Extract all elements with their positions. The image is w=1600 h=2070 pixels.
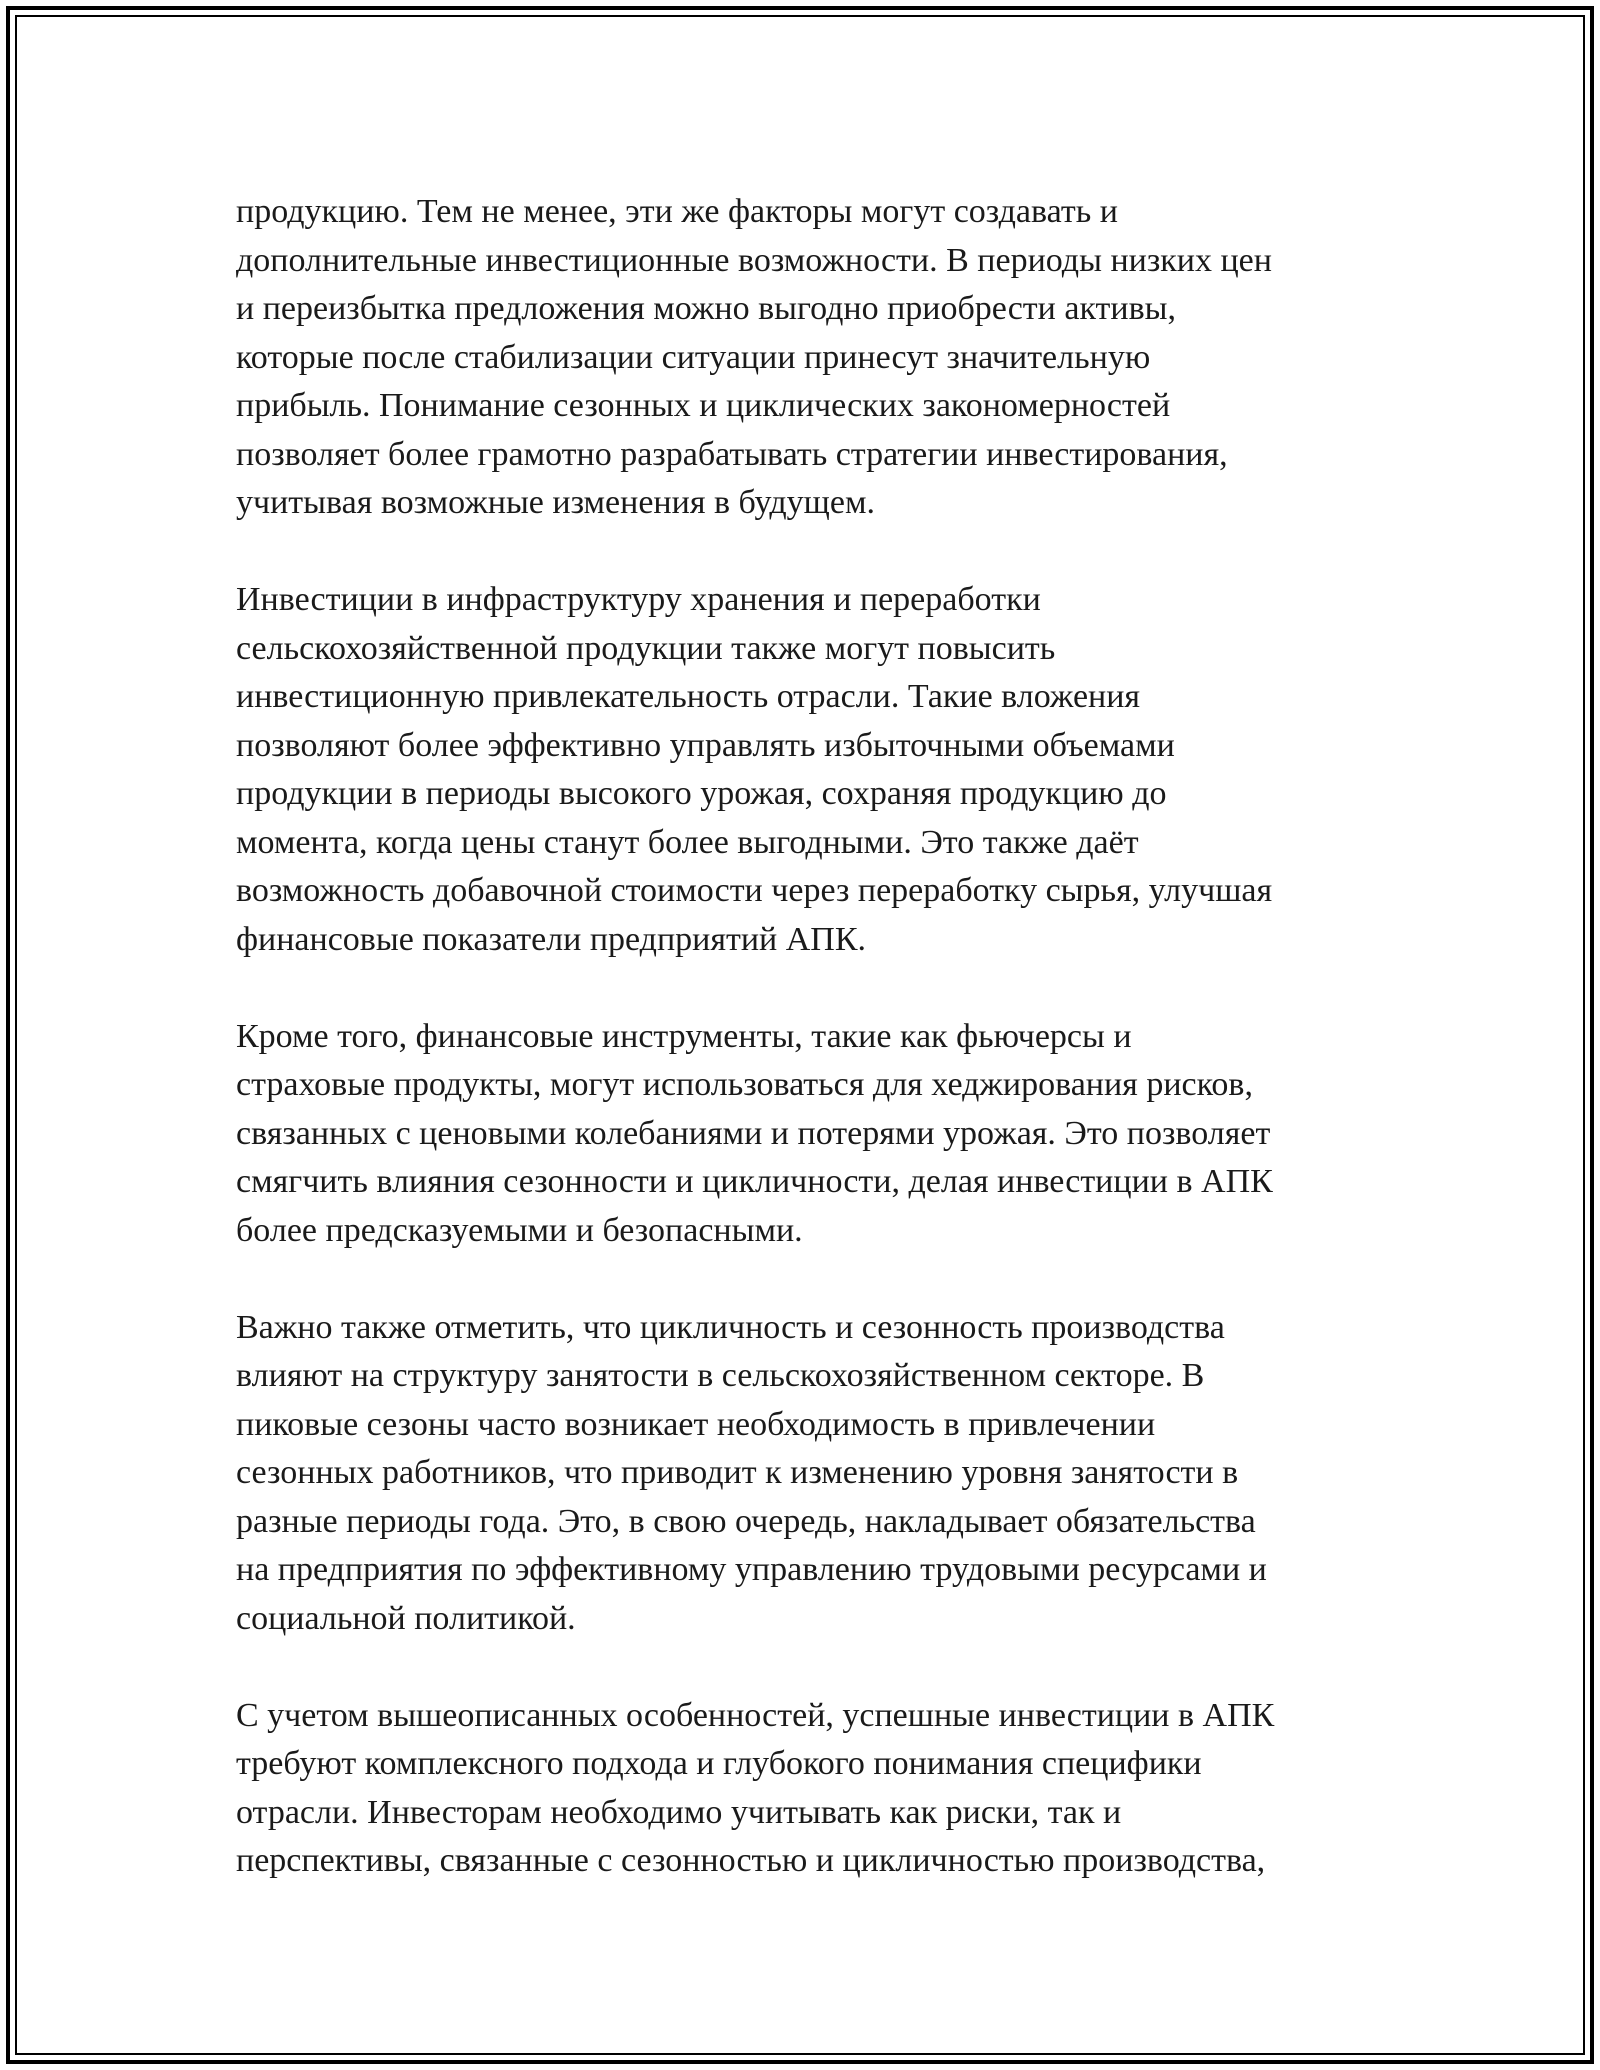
text-line: возможность добавочной стоимости через переработку сырья, улучшая xyxy=(236,872,1273,909)
text-line: смягчить влияния сезонности и цикличности, делая инвестиции в АПК xyxy=(236,1163,1273,1200)
text-line: момента, когда цены станут более выгодными. Это также даёт xyxy=(236,823,1139,861)
text-line: разные периоды года. Это, в свою очередь, накладывает обязательства xyxy=(236,1502,1256,1540)
text-line: дополнительные инвестиционные возможности. В периоды низких цен xyxy=(236,241,1272,279)
text-line: сельскохозяйственной продукции также могут повысить xyxy=(236,629,1056,667)
paragraph-spacer xyxy=(236,964,1376,1013)
text-line: прибыль. Понимание сезонных и циклических закономерностей xyxy=(236,387,1171,424)
paragraph-spacer xyxy=(236,1643,1376,1692)
paragraph-spacer xyxy=(236,1255,1376,1304)
text-line: сезонных работников, что приводит к изменению уровня занятости в xyxy=(236,1454,1239,1491)
text-line: инвестиционную привлекательность отрасли. Такие вложения xyxy=(236,678,1141,715)
text-line: продукции в периоды высокого урожая, сохраняя продукцию до xyxy=(236,775,1167,812)
text-line: влияют на структуру занятости в сельскохозяйственном секторе. В xyxy=(236,1357,1205,1394)
text-line: требуют комплексного подхода и глубокого понимания специфики xyxy=(236,1745,1202,1782)
text-line: позволяет более грамотно разрабатывать стратегии инвестирования, xyxy=(236,435,1228,473)
text-line: Кроме того, финансовые инструменты, такие как фьючерсы и xyxy=(236,1017,1132,1055)
text-line: С учетом вышеописанных особенностей, успешные инвестиции в АПК xyxy=(236,1696,1275,1734)
paragraph-spacer xyxy=(236,528,1376,577)
text-line: более предсказуемыми и безопасными. xyxy=(236,1211,803,1249)
text-line: связанных с ценовыми колебаниями и потерями урожая. Это позволяет xyxy=(236,1114,1271,1152)
text-line: социальной политикой. xyxy=(236,1599,576,1637)
text-line: перспективы, связанные с сезонностью и цикличностью производства, xyxy=(236,1842,1266,1879)
text-line: Важно также отметить, что цикличность и сезонность производства xyxy=(236,1308,1225,1346)
text-line: Инвестиции в инфраструктуру хранения и переработки xyxy=(236,581,1041,618)
text-line: пиковые сезоны часто возникает необходимость в привлечении xyxy=(236,1405,1156,1443)
paragraph-2 xyxy=(236,576,1376,964)
text-line: которые после стабилизации ситуации принесут значительную xyxy=(236,338,1151,376)
text-line: позволяют более эффективно управлять избыточными объемами xyxy=(236,726,1175,764)
paragraph-3 xyxy=(236,1013,1376,1256)
paragraph-4 xyxy=(236,1304,1376,1644)
text-line: отрасли. Инвесторам необходимо учитывать как риски, так и xyxy=(236,1793,1122,1831)
text-line: финансовые показатели предприятий АПК. xyxy=(236,920,867,958)
paragraph-1 xyxy=(236,188,1376,528)
text-line: продукцию. Тем не менее, эти же факторы могут создавать и xyxy=(236,193,1118,230)
text-line: на предприятия по эффективному управлению трудовыми ресурсами и xyxy=(236,1551,1267,1588)
paragraph-5 xyxy=(236,1692,1376,1886)
text-line: страховые продукты, могут использоваться для хеджирования рисков, xyxy=(236,1066,1253,1103)
text-line: и переизбытка предложения можно выгодно приобрести активы, xyxy=(236,290,1176,327)
document-body xyxy=(236,188,1376,1886)
text-line: учитывая возможные изменения в будущем. xyxy=(236,484,875,521)
